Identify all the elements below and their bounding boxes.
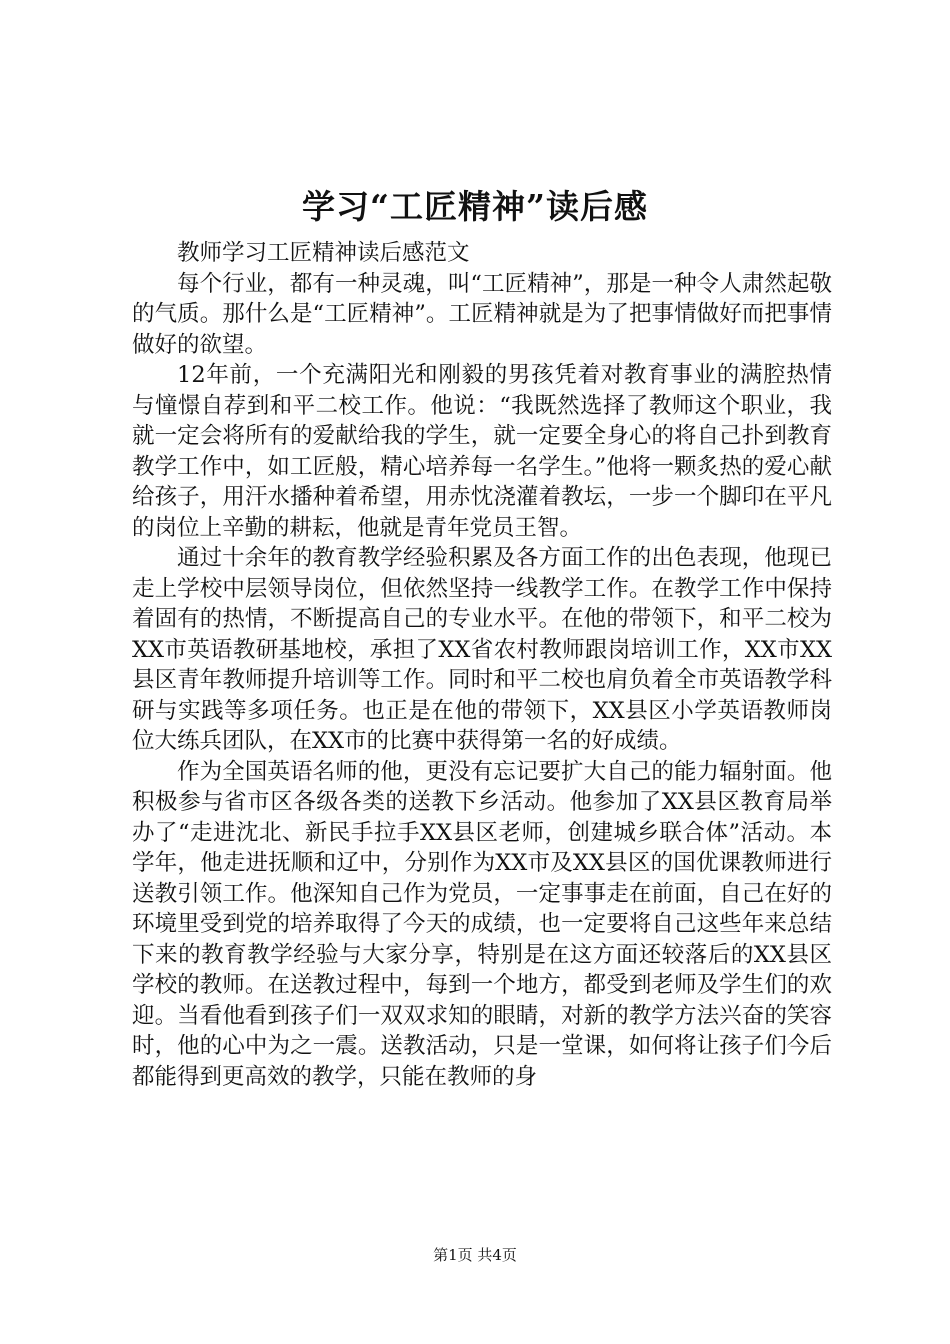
page-footer: 第1页 共4页 [433,1246,517,1264]
paragraph: 每个行业，都有一种灵魂，叫“工匠精神”，那是一种令人肃然起敬的气质。那什么是“工匠精神”。工匠精神就是为了把事情做好而把事情做好的欲望。 [132,270,832,358]
paragraph: 作为全国英语名师的他，更没有忘记要扩大自己的能力辐射面。他积极参与省市区各级各类的送教下乡活动。他参加了XX县区教育局举办了“走进沈北、新民手拉手XX县区老师，创建城乡联合体”活动。本学年，他走进抚顺和辽中，分别作为XX市及XX县区的国优课教师进行送教引领工作。他深知自己作为党员，一定事事走在前面，自己在好的环境里受到党的培养取得了今天的成绩，也一定要将自己这些年来总结下来的教育教学经验与大家分享，特别是在这方面还较落后的XX县区学校的教师。在送教过程中，每到一个地方，都受到老师及学生们的欢迎。当看他看到孩子们一双双求知的眼睛，对新的教学方法兴奋的笑容时，他的心中为之一震。送教活动，只是一堂课，如何将让孩子们今后都能得到更高效的教学，只能在教师的身 [132,758,832,1090]
paragraph: 12年前，一个充满阳光和刚毅的男孩凭着对教育事业的满腔热情与憧憬自荐到和平二校工作。他说：“我既然选择了教师这个职业，我就一定会将所有的爱献给我的学生，就一定要全身心的将自己扑到教育教学工作中，如工匠般，精心培养每一名学生。”他将一颗炙热的爱心献给孩子，用汗水播种着希望，用赤忱浇灌着教坛，一步一个脚印在平凡的岗位上辛勤的耕耘，他就是青年党员王智。 [132,362,832,541]
document-title: 学习“工匠精神”读后感 [302,187,648,226]
paragraph-subtitle: 教师学习工匠精神读后感范文 [177,240,470,266]
paragraph: 通过十余年的教育教学经验积累及各方面工作的出色表现，他现已走上学校中层领导岗位，但依然坚持一线教学工作。在教学工作中保持着固有的热情，不断提高自己的专业水平。在他的带领下，和平二校为XX市英语教研基地校，承担了XX省农村教师跟岗培训工作，XX市XX县区青年教师提升培训等工作。同时和平二校也肩负着全市英语教学科研与实践等多项任务。也正是在他的带领下，XX县区小学英语教师岗位大练兵团队，在XX市的比赛中获得第一名的好成绩。 [132,545,832,754]
document-body [132,238,832,1092]
